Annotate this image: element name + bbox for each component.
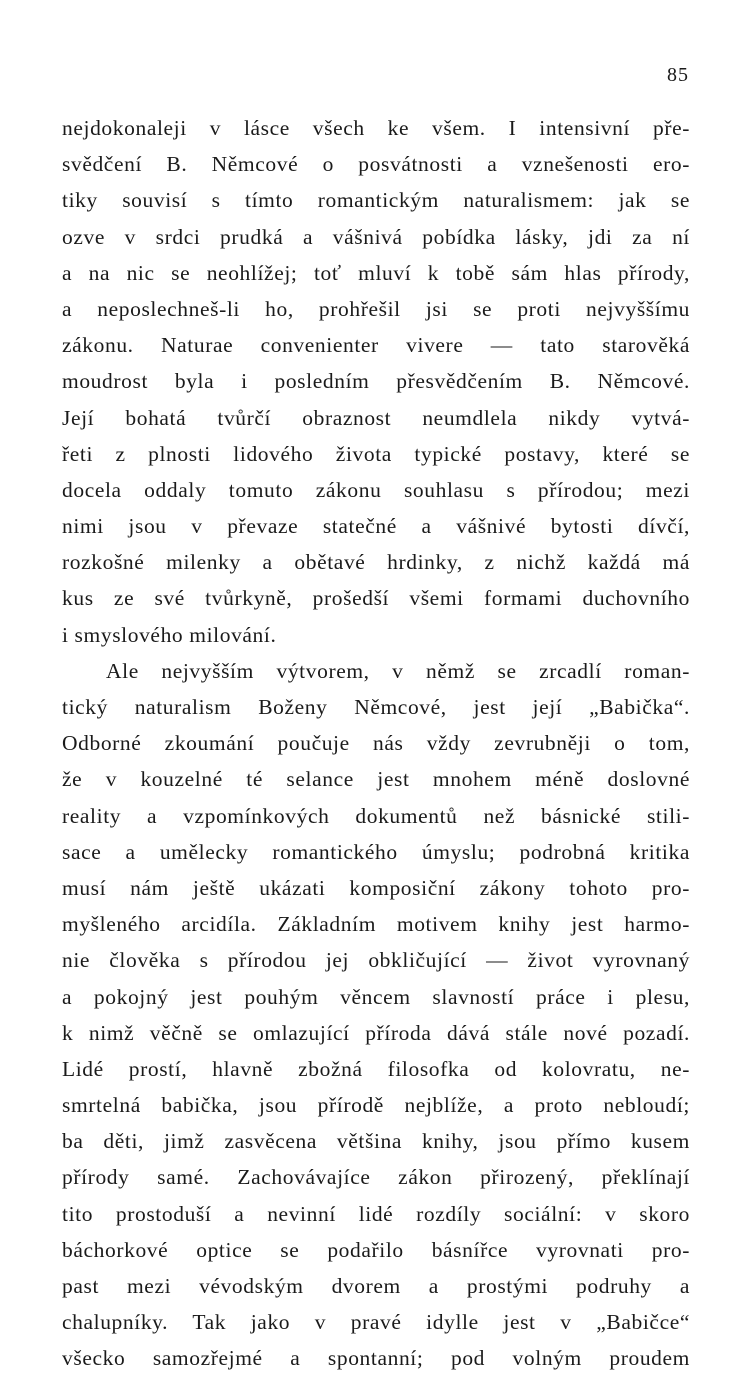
text-line: reality a vzpomínkových dokumentů než básnické stili- — [62, 803, 690, 828]
text-line: ozve v srdci prudká a vášnivá pobídka lásky, jdi za ní — [62, 224, 690, 249]
text-line: nie člověka s přírodou jej obkličující — život vyrovnaný — [62, 948, 690, 973]
text-line: chalupníky. Tak jako v pravé idylle jest v „Babičce“ — [62, 1310, 690, 1335]
text-line: k nimž věčně se omlazující příroda dává stále nové pozadí. — [62, 1020, 690, 1045]
text-line: past mezi vévodským dvorem a prostými podruhy a — [62, 1274, 690, 1298]
text-line: smrtelná babička, jsou přírodě nejblíže, a proto nebloudí; — [62, 1093, 690, 1118]
text-line: musí nám ještě ukázati komposiční zákony tohoto pro- — [62, 875, 690, 900]
page-number: 85 — [667, 64, 689, 86]
text-line: zákonu. Naturae convenienter vivere — tato starověká — [62, 333, 690, 358]
text-line: tický naturalism Boženy Němcové, jest její „Babička“. — [62, 695, 690, 719]
text-line: myšleného arcidíla. Základním motivem knihy jest harmo- — [62, 912, 690, 937]
text-line: nejdokonaleji v lásce všech ke všem. I intensivní pře- — [62, 116, 690, 140]
text-line: docela oddaly tomuto zákonu souhlasu s přírodou; mezi — [62, 477, 690, 502]
text-line: báchorkové optice se podařilo básnířce vyrovnati pro- — [62, 1237, 690, 1262]
text-line: ba děti, jimž zasvěcena většina knihy, jsou přímo kusem — [62, 1129, 690, 1154]
body-text — [62, 110, 690, 1377]
text-line: nimi jsou v převaze statečné a vášnivé bytosti dívčí, — [62, 514, 690, 539]
text-line: svědčení B. Němcové o posvátnosti a vznešenosti ero- — [62, 152, 690, 177]
text-line: řeti z plnosti lidového života typické postavy, které se — [62, 441, 690, 466]
text-line: kus ze své tvůrkyně, prošedší všemi formami duchovního — [62, 586, 690, 611]
text-line: moudrost byla i posledním přesvědčením B. Němcové. — [62, 369, 690, 394]
text-line: Odborné zkoumání poučuje nás vždy zevrubněji o tom, — [62, 731, 690, 756]
text-line: rozkošné milenky a obětavé hrdinky, z nichž každá má — [62, 550, 690, 575]
text-line: sace a umělecky romantického úmyslu; podrobná kritika — [62, 839, 690, 864]
text-line: a neposlechneš-li ho, prohřešil jsi se proti nejvyššímu — [62, 296, 690, 321]
text-line: i smyslového milování. — [62, 622, 277, 647]
text-line: že v kouzelné té selance jest mnohem méně doslovné — [62, 767, 690, 792]
text-line: všecko samozřejmé a spontanní; pod volným proudem — [62, 1346, 690, 1371]
text-line: a na nic se neohlížej; toť mluví k tobě sám hlas přírody, — [62, 260, 690, 285]
text-line: tito prostoduší a nevinní lidé rozdíly sociální: v skoro — [62, 1201, 690, 1226]
text-line: Lidé prostí, hlavně zbožná filosofka od kolovratu, ne- — [62, 1056, 690, 1081]
text-line: Její bohatá tvůrčí obraznost neumdlela nikdy vytvá- — [62, 405, 690, 430]
text-line: a pokojný jest pouhým věncem slavností práce i plesu, — [62, 984, 690, 1009]
text-line: přírody samé. Zachovávajíce zákon přirozený, překlínají — [62, 1165, 690, 1190]
text-line: tiky souvisí s tímto romantickým naturalismem: jak se — [62, 188, 690, 213]
text-line: Ale nejvyšším výtvorem, v němž se zrcadlí roman- — [106, 658, 690, 683]
